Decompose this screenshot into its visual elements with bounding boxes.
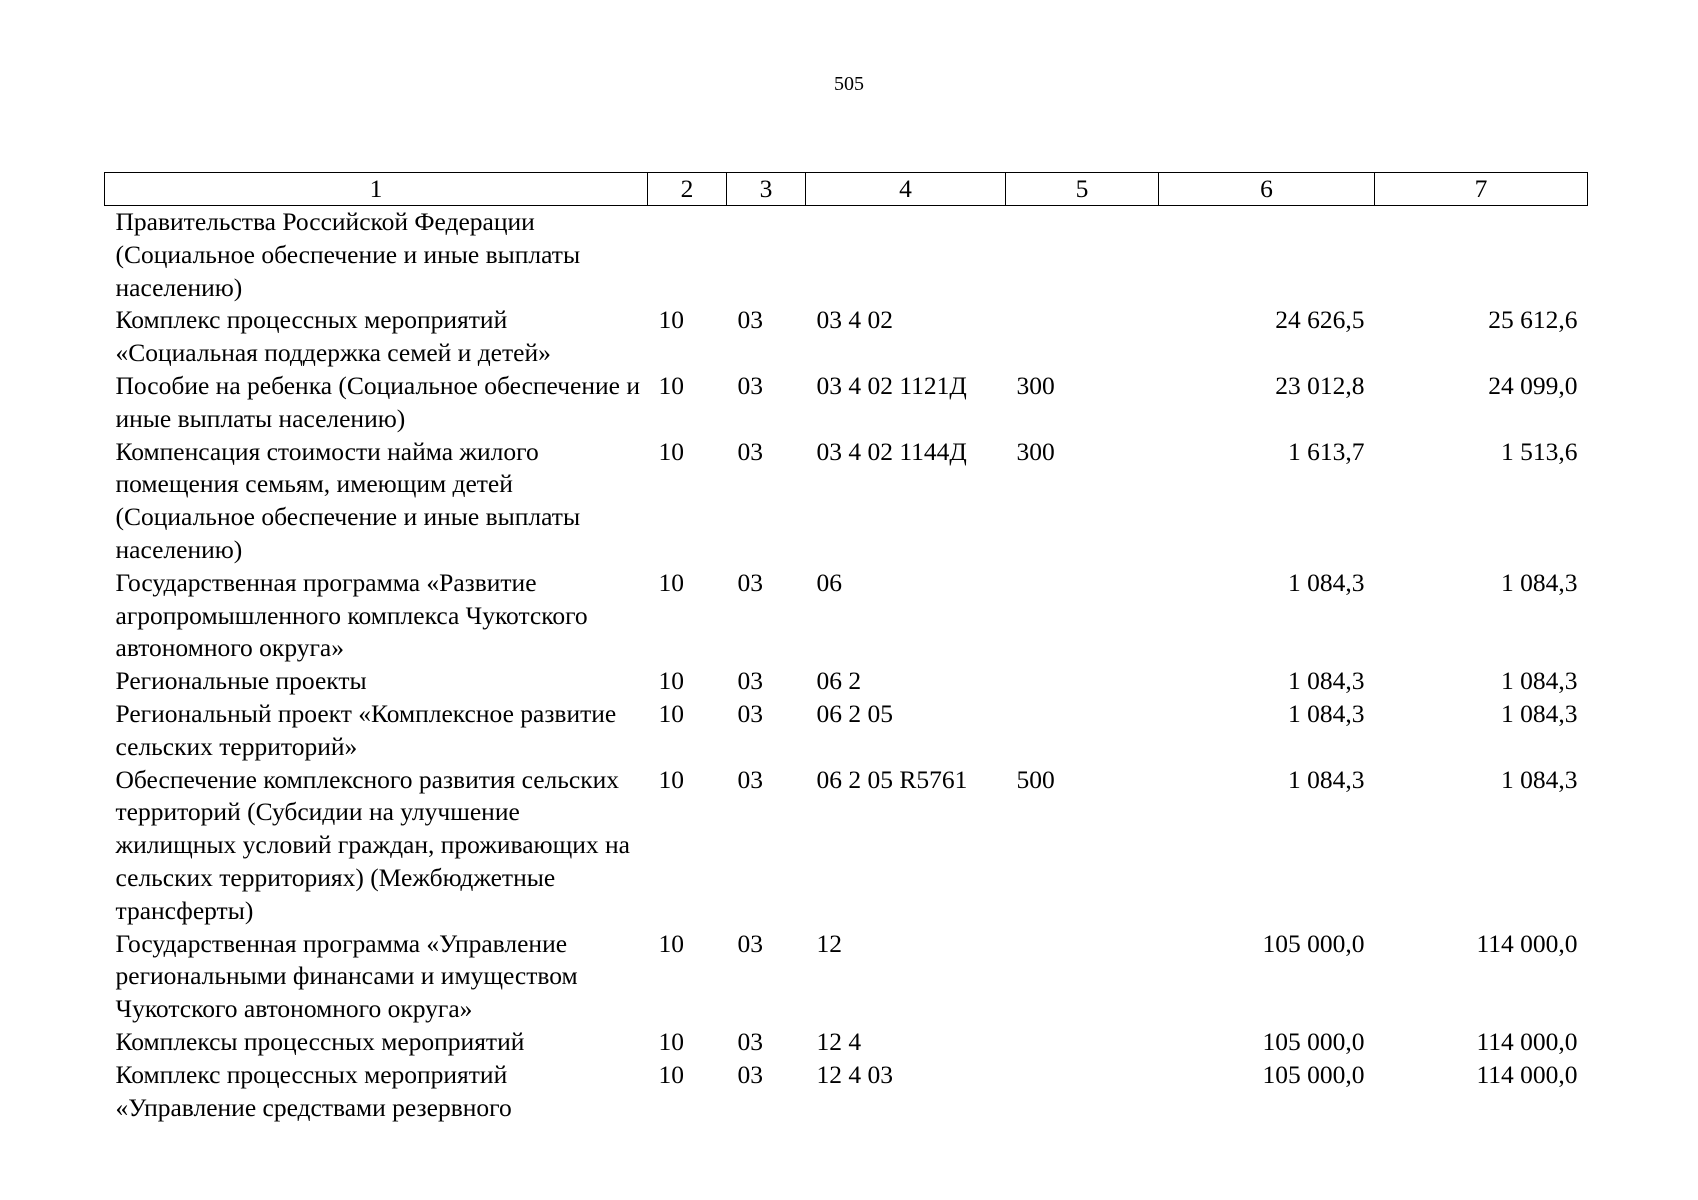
row-section: 10 bbox=[658, 1026, 684, 1056]
row-subsection: 03 bbox=[737, 1026, 763, 1056]
row-amount-1: 1 613,7 bbox=[1288, 436, 1365, 466]
row-name: Комплексы процессных мероприятий bbox=[115, 1026, 525, 1056]
row-amount-2: 114 000,0 bbox=[1476, 1026, 1578, 1056]
table-row bbox=[105, 567, 1588, 665]
table-row bbox=[105, 304, 1588, 370]
row-section: 10 bbox=[658, 370, 684, 400]
row-target-code: 12 4 03 bbox=[816, 1059, 893, 1089]
row-name: Государственная программа «Развитие агропромышленного комплекса Чукотского автономного округа» bbox=[115, 567, 588, 663]
row-section: 10 bbox=[658, 764, 684, 794]
row-section: 10 bbox=[658, 928, 684, 958]
row-amount-2: 1 084,3 bbox=[1501, 764, 1578, 794]
row-target-code: 06 bbox=[816, 567, 842, 597]
row-name: Региональный проект «Комплексное развитие сельских территорий» bbox=[115, 698, 617, 761]
table-row bbox=[105, 1059, 1588, 1125]
row-amount-2: 24 099,0 bbox=[1488, 370, 1578, 400]
row-amount-2: 1 084,3 bbox=[1501, 567, 1578, 597]
row-expense-type bbox=[1006, 1059, 1159, 1125]
row-name: Пособие на ребенка (Социальное обеспечение и иные выплаты населению) bbox=[115, 370, 640, 433]
row-expense-type bbox=[1006, 1026, 1159, 1059]
row-subsection: 03 bbox=[737, 698, 763, 728]
row-amount-1: 1 084,3 bbox=[1288, 567, 1365, 597]
row-expense-type bbox=[1006, 665, 1159, 698]
row-section: 10 bbox=[658, 666, 684, 696]
row-section: 10 bbox=[658, 698, 684, 728]
table-row bbox=[105, 665, 1588, 698]
row-expense-type bbox=[1006, 567, 1159, 665]
row-amount-2: 114 000,0 bbox=[1476, 1059, 1578, 1089]
row-expense-type: 300 bbox=[1016, 436, 1055, 466]
row-amount-1: 105 000,0 bbox=[1262, 1026, 1365, 1056]
row-amount-1: 1 084,3 bbox=[1288, 698, 1365, 728]
row-target-code: 03 4 02 bbox=[816, 305, 893, 335]
row-target-code: 12 4 bbox=[816, 1026, 862, 1056]
row-name: Государственная программа «Управление региональными финансами и имуществом Чукотского автономного округа» bbox=[115, 928, 578, 1024]
row-section: 10 bbox=[658, 305, 684, 335]
row-subsection: 03 bbox=[737, 764, 763, 794]
header-cell-6: 6 bbox=[1159, 173, 1375, 206]
row-name: Правительства Российской Федерации (Социальное обеспечение и иные выплаты населению) bbox=[115, 207, 581, 302]
row-expense-type: 300 bbox=[1016, 370, 1055, 400]
budget-table bbox=[104, 172, 1588, 1124]
row-subsection: 03 bbox=[737, 370, 763, 400]
row-section: 10 bbox=[658, 436, 684, 466]
row-amount-2: 1 513,6 bbox=[1501, 436, 1578, 466]
header-cell-2: 2 bbox=[648, 173, 727, 206]
table-row bbox=[105, 206, 1588, 305]
header-cell-3: 3 bbox=[727, 173, 806, 206]
header-row bbox=[105, 173, 1588, 206]
table-row bbox=[105, 928, 1588, 1026]
row-amount-1 bbox=[1159, 206, 1375, 305]
row-amount-2: 1 084,3 bbox=[1501, 666, 1578, 696]
row-expense-type bbox=[1006, 304, 1159, 370]
row-subsection: 03 bbox=[737, 928, 763, 958]
page-number: 505 bbox=[834, 73, 864, 95]
row-name: Обеспечение комплексного развития сельских территорий (Субсидии на улучшение жилищных условий граждан, проживающих на сельских территориях) (Межбюджетные трансферты) bbox=[115, 764, 630, 925]
row-name: Комплекс процессных мероприятий «Управление средствами резервного bbox=[115, 1059, 512, 1122]
table-row bbox=[105, 764, 1588, 928]
row-expense-type bbox=[1006, 206, 1159, 305]
row-subsection: 03 bbox=[737, 436, 763, 466]
row-subsection bbox=[727, 206, 806, 305]
table-row bbox=[105, 436, 1588, 567]
row-subsection: 03 bbox=[737, 666, 763, 696]
row-amount-2: 25 612,6 bbox=[1488, 305, 1578, 335]
row-name: Региональные проекты bbox=[115, 666, 367, 696]
row-target-code: 12 bbox=[816, 928, 842, 958]
row-amount-1: 23 012,8 bbox=[1275, 370, 1365, 400]
row-expense-type bbox=[1006, 928, 1159, 1026]
row-name: Комплекс процессных мероприятий «Социальная поддержка семей и детей» bbox=[115, 305, 551, 368]
row-amount-2: 1 084,3 bbox=[1501, 698, 1578, 728]
row-section: 10 bbox=[658, 567, 684, 597]
row-target-code: 06 2 05 R5761 bbox=[816, 764, 968, 794]
row-subsection: 03 bbox=[737, 567, 763, 597]
row-amount-1: 105 000,0 bbox=[1262, 1059, 1365, 1089]
row-amount-2 bbox=[1375, 206, 1588, 305]
row-target-code: 06 2 bbox=[816, 666, 862, 696]
row-amount-2: 114 000,0 bbox=[1476, 928, 1578, 958]
header-cell-4: 4 bbox=[806, 173, 1006, 206]
table-row bbox=[105, 1026, 1588, 1059]
row-target-code bbox=[806, 206, 1006, 305]
row-name: Компенсация стоимости найма жилого помещения семьям, имеющим детей (Социальное обеспечение и иные выплаты населению) bbox=[115, 436, 581, 564]
row-amount-1: 1 084,3 bbox=[1288, 764, 1365, 794]
row-subsection: 03 bbox=[737, 1059, 763, 1089]
row-amount-1: 1 084,3 bbox=[1288, 666, 1365, 696]
row-target-code: 06 2 05 bbox=[816, 698, 893, 728]
row-section bbox=[648, 206, 727, 305]
row-section: 10 bbox=[658, 1059, 684, 1089]
header-cell-1: 1 bbox=[105, 173, 648, 206]
row-target-code: 03 4 02 1144Д bbox=[816, 436, 967, 466]
header-cell-7: 7 bbox=[1375, 173, 1588, 206]
header-cell-5: 5 bbox=[1006, 173, 1159, 206]
table-row bbox=[105, 698, 1588, 764]
row-expense-type bbox=[1006, 698, 1159, 764]
row-amount-1: 24 626,5 bbox=[1275, 305, 1365, 335]
table-row bbox=[105, 370, 1588, 436]
row-expense-type: 500 bbox=[1016, 764, 1055, 794]
row-amount-1: 105 000,0 bbox=[1262, 928, 1365, 958]
row-target-code: 03 4 02 1121Д bbox=[816, 370, 967, 400]
row-subsection: 03 bbox=[737, 305, 763, 335]
